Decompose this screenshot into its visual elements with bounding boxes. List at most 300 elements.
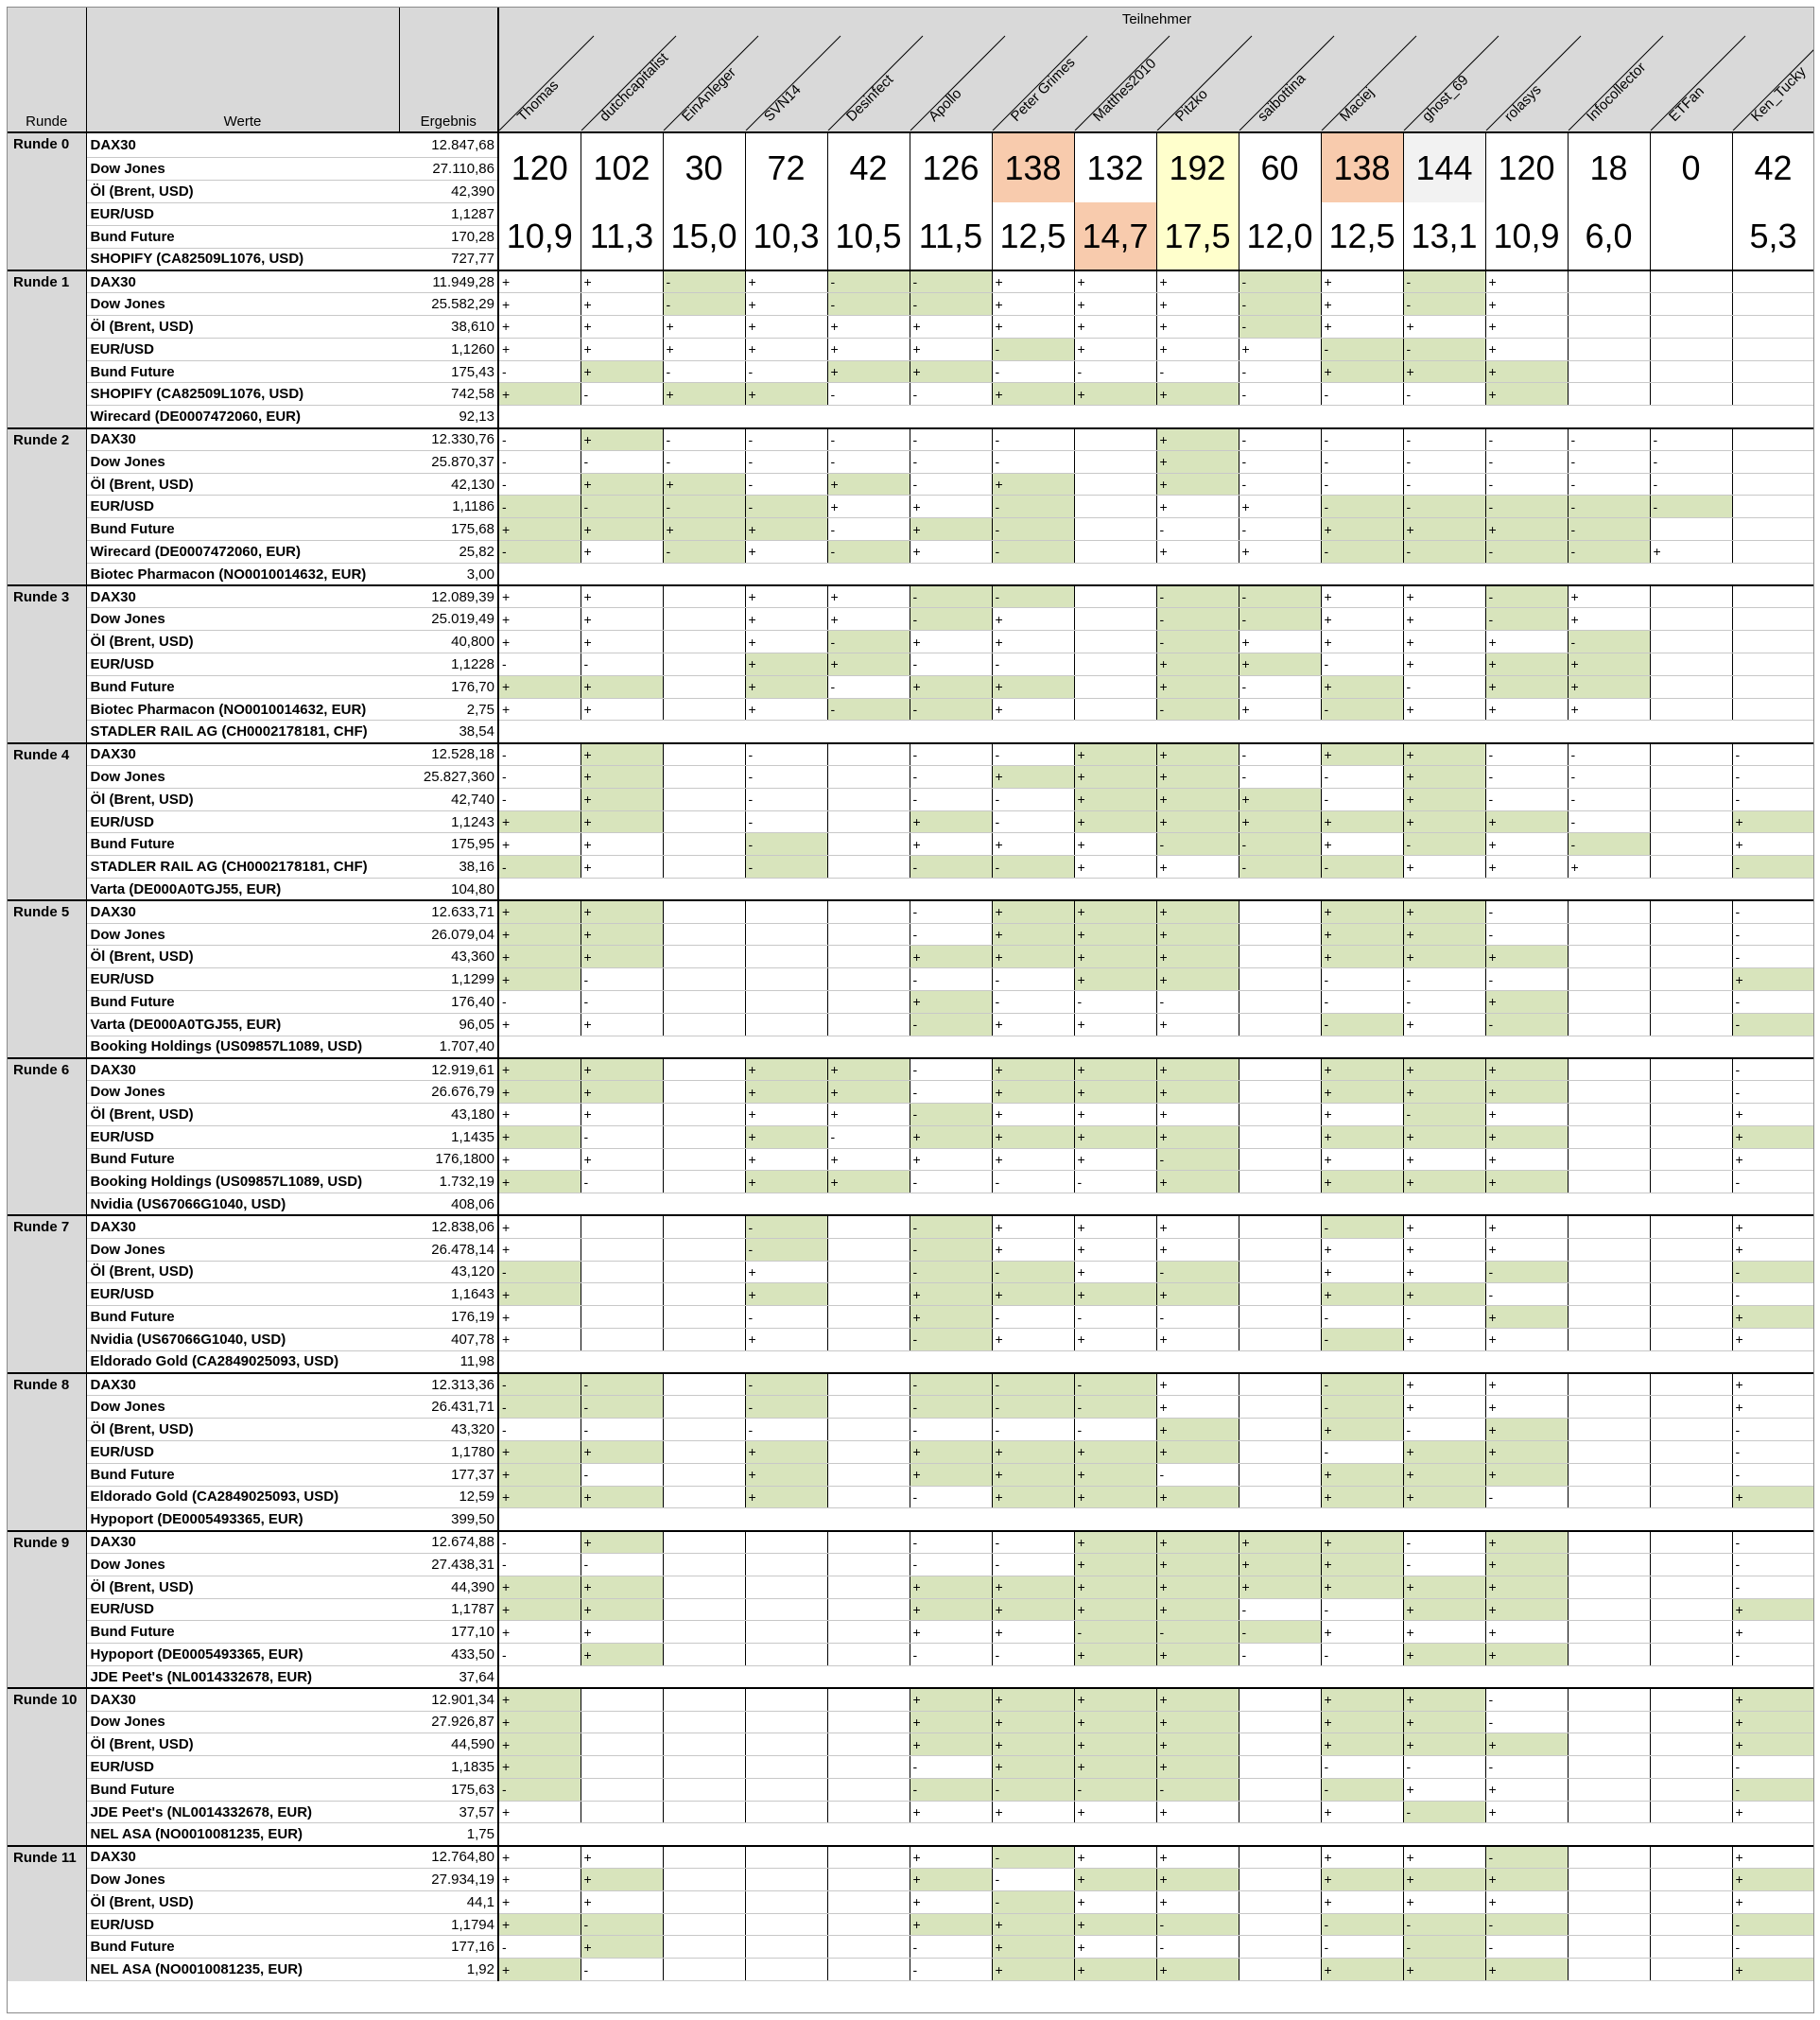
value-name: Bund Future [86, 1936, 399, 1959]
prediction-cell: - [1239, 1598, 1321, 1621]
prediction-cell: + [1156, 1688, 1239, 1711]
result-value: 26.079,04 [399, 923, 498, 946]
value-name: Dow Jones [86, 608, 399, 631]
participant-points: 120 [1485, 132, 1568, 202]
prediction-cell: + [498, 900, 581, 923]
prediction-cell: + [1485, 1869, 1568, 1891]
participant-name: ETFan [1665, 82, 1707, 125]
prediction-cell: + [581, 923, 663, 946]
prediction-cell: - [1403, 991, 1485, 1014]
result-value: 27.110,86 [399, 157, 498, 180]
result-value: 44,1 [399, 1890, 498, 1913]
prediction-cell: + [1403, 360, 1485, 383]
prediction-cell: + [1485, 946, 1568, 968]
prediction-cell [663, 653, 745, 676]
result-value: 1,1435 [399, 1125, 498, 1148]
prediction-cell: + [581, 900, 663, 923]
prediction-cell: + [1485, 1463, 1568, 1486]
prediction-cell: - [745, 1373, 827, 1396]
prediction-cell: + [1485, 1553, 1568, 1576]
prediction-cell: + [910, 946, 992, 968]
prediction-cell: - [1239, 856, 1321, 879]
prediction-cell: + [745, 1058, 827, 1081]
prediction-cell [1568, 1463, 1650, 1486]
table-row [8, 900, 1814, 923]
prediction-cell: + [581, 675, 663, 698]
participant-average: 10,5 [827, 202, 910, 270]
prediction-cell: - [1568, 788, 1650, 810]
value-name: NEL ASA (NO0010081235, EUR) [86, 1823, 399, 1846]
participant-name: Matthes2010 [1089, 55, 1160, 125]
prediction-cell [1239, 1733, 1321, 1756]
prediction-cell: + [1403, 1644, 1485, 1666]
prediction-cell: + [498, 698, 581, 721]
results-table [8, 8, 1814, 1981]
prediction-cell: + [1074, 856, 1156, 879]
prediction-cell: + [1156, 968, 1239, 991]
header-runde [8, 8, 86, 132]
prediction-cell: - [910, 450, 992, 473]
prediction-cell: + [1403, 1869, 1485, 1891]
table-row [8, 338, 1814, 360]
participant-average: 12,0 [1239, 202, 1321, 270]
prediction-cell [663, 788, 745, 810]
prediction-cell: + [1074, 1125, 1156, 1148]
prediction-cell: + [1732, 1869, 1814, 1891]
prediction-cell [1239, 1688, 1321, 1711]
prediction-cell: - [1239, 743, 1321, 766]
prediction-cell: + [498, 1801, 581, 1823]
result-value: 1,92 [399, 1959, 498, 1981]
prediction-cell: + [1156, 1711, 1239, 1733]
prediction-cell: + [745, 1440, 827, 1463]
result-value: 1.707,40 [399, 1036, 498, 1058]
prediction-cell [1568, 1013, 1650, 1036]
prediction-cell: + [498, 316, 581, 339]
prediction-cell [663, 1688, 745, 1711]
table-row [8, 879, 1814, 901]
prediction-cell: - [1321, 698, 1403, 721]
empty-row-area [498, 1036, 1814, 1058]
prediction-cell: + [1156, 1125, 1239, 1148]
result-value: 175,68 [399, 518, 498, 541]
round-label: Runde 4 [8, 743, 86, 901]
prediction-cell [663, 856, 745, 879]
prediction-cell [581, 1801, 663, 1823]
prediction-cell [1650, 1733, 1732, 1756]
prediction-cell: + [992, 1081, 1074, 1104]
prediction-cell: - [1239, 766, 1321, 789]
value-name: EUR/USD [86, 1125, 399, 1148]
result-value: 42,390 [399, 180, 498, 202]
prediction-cell: - [910, 1396, 992, 1419]
prediction-cell [1568, 1238, 1650, 1261]
participant-divider-line [1733, 36, 1814, 131]
value-name: SHOPIFY (CA82509L1076, USD) [86, 383, 399, 406]
prediction-cell: + [581, 1440, 663, 1463]
result-value: 1,75 [399, 1823, 498, 1846]
participant-name: Thomas [513, 77, 563, 125]
prediction-cell [1650, 1306, 1732, 1329]
prediction-cell: + [745, 631, 827, 653]
prediction-cell: + [745, 518, 827, 541]
table-row [8, 406, 1814, 428]
participant-points: 72 [745, 132, 827, 202]
prediction-cell [1568, 1103, 1650, 1125]
table-row [8, 1125, 1814, 1148]
table-row [8, 810, 1814, 833]
result-value: 38,54 [399, 721, 498, 743]
prediction-cell: + [1321, 1688, 1403, 1711]
prediction-cell: + [1156, 473, 1239, 496]
prediction-cell [1650, 383, 1732, 406]
prediction-cell [581, 1306, 663, 1329]
prediction-cell: - [910, 900, 992, 923]
prediction-cell: - [910, 270, 992, 293]
prediction-cell: - [498, 1419, 581, 1441]
result-value: 43,360 [399, 946, 498, 968]
prediction-cell: - [1568, 810, 1650, 833]
prediction-cell: + [1321, 1621, 1403, 1644]
value-name: EUR/USD [86, 202, 399, 225]
prediction-cell [1239, 1306, 1321, 1329]
prediction-cell: - [1485, 450, 1568, 473]
prediction-cell [1568, 1553, 1650, 1576]
participant-points: 192 [1156, 132, 1239, 202]
prediction-cell [663, 1869, 745, 1891]
participant-average: 11,3 [581, 202, 663, 270]
prediction-cell [1239, 1283, 1321, 1306]
result-value: 1,1228 [399, 653, 498, 676]
prediction-cell: - [1485, 766, 1568, 789]
value-name: Dow Jones [86, 157, 399, 180]
prediction-cell: + [992, 1058, 1074, 1081]
prediction-cell [745, 1711, 827, 1733]
prediction-cell [827, 1531, 910, 1554]
prediction-cell: - [581, 1171, 663, 1193]
prediction-cell: + [1403, 518, 1485, 541]
prediction-cell: + [1074, 900, 1156, 923]
prediction-cell: - [1568, 766, 1650, 789]
prediction-cell: + [992, 1688, 1074, 1711]
prediction-cell: - [1403, 541, 1485, 564]
prediction-cell: - [1403, 428, 1485, 451]
prediction-cell: + [1485, 1328, 1568, 1350]
prediction-cell [1650, 1373, 1732, 1396]
table-row [8, 1508, 1814, 1531]
prediction-cell [663, 1644, 745, 1666]
value-name: Dow Jones [86, 1238, 399, 1261]
prediction-cell [827, 1440, 910, 1463]
result-value: 12.313,36 [399, 1373, 498, 1396]
prediction-cell: + [498, 1890, 581, 1913]
table-row [8, 1665, 1814, 1688]
prediction-cell: - [910, 923, 992, 946]
result-value: 25.870,37 [399, 450, 498, 473]
prediction-cell [663, 1846, 745, 1869]
prediction-cell: - [1485, 1913, 1568, 1936]
werte-header-label: Werte [223, 113, 262, 130]
prediction-cell: + [1485, 1778, 1568, 1801]
prediction-cell [663, 675, 745, 698]
prediction-cell: + [581, 1103, 663, 1125]
table-row [8, 1801, 1814, 1823]
prediction-cell [663, 1328, 745, 1350]
result-value: 175,43 [399, 360, 498, 383]
prediction-cell: + [581, 360, 663, 383]
prediction-cell: + [581, 1148, 663, 1171]
prediction-cell: - [992, 968, 1074, 991]
result-value: 1,1780 [399, 1440, 498, 1463]
prediction-cell [663, 631, 745, 653]
result-value: 44,590 [399, 1733, 498, 1756]
prediction-cell: + [1485, 1058, 1568, 1081]
prediction-cell: - [1074, 1171, 1156, 1193]
table-row [8, 1688, 1814, 1711]
prediction-cell [1732, 631, 1814, 653]
prediction-cell [827, 1373, 910, 1396]
prediction-cell: - [992, 991, 1074, 1014]
prediction-cell: + [1321, 743, 1403, 766]
table-row [8, 1553, 1814, 1576]
participant-average: 12,5 [1321, 202, 1403, 270]
prediction-cell [1650, 900, 1732, 923]
prediction-cell [1074, 675, 1156, 698]
value-name: Öl (Brent, USD) [86, 1261, 399, 1283]
prediction-cell: - [745, 856, 827, 879]
prediction-cell [663, 1306, 745, 1329]
prediction-cell: - [910, 1261, 992, 1283]
prediction-cell: - [1156, 1148, 1239, 1171]
prediction-cell [1074, 450, 1156, 473]
value-name: JDE Peet's (NL0014332678, EUR) [86, 1801, 399, 1823]
prediction-cell: + [1321, 316, 1403, 339]
round-label: Runde 2 [8, 428, 86, 586]
prediction-cell: - [1074, 1373, 1156, 1396]
prediction-cell [827, 1553, 910, 1576]
prediction-cell: + [581, 1576, 663, 1598]
result-value: 12.089,39 [399, 585, 498, 608]
prediction-cell [663, 900, 745, 923]
prediction-cell [1650, 338, 1732, 360]
value-name: Bund Future [86, 1148, 399, 1171]
prediction-cell: - [1239, 428, 1321, 451]
prediction-cell: + [498, 1576, 581, 1598]
prediction-cell [827, 1846, 910, 1869]
value-name: DAX30 [86, 1215, 399, 1238]
prediction-cell: + [1485, 1215, 1568, 1238]
prediction-cell [1650, 1103, 1732, 1125]
prediction-cell [663, 968, 745, 991]
prediction-cell [1568, 316, 1650, 339]
prediction-cell: - [827, 541, 910, 564]
prediction-cell [1568, 1419, 1650, 1441]
prediction-cell: - [663, 450, 745, 473]
prediction-cell: - [910, 856, 992, 879]
result-value: 407,78 [399, 1328, 498, 1350]
prediction-cell: + [1403, 1171, 1485, 1193]
prediction-cell: - [910, 1373, 992, 1396]
prediction-cell [1650, 1913, 1732, 1936]
result-value: 12.919,61 [399, 1058, 498, 1081]
prediction-cell [1732, 383, 1814, 406]
prediction-cell: + [1156, 1058, 1239, 1081]
prediction-cell: - [1239, 585, 1321, 608]
prediction-cell: - [1568, 496, 1650, 518]
prediction-cell [1568, 1598, 1650, 1621]
prediction-cell: - [992, 1846, 1074, 1869]
prediction-cell [1239, 1058, 1321, 1081]
result-value: 1,1643 [399, 1283, 498, 1306]
empty-row-area [498, 1823, 1814, 1846]
result-value: 433,50 [399, 1644, 498, 1666]
prediction-cell: + [1403, 743, 1485, 766]
prediction-cell: + [992, 1328, 1074, 1350]
prediction-cell [827, 810, 910, 833]
table-row [8, 1148, 1814, 1171]
table-row [8, 1058, 1814, 1081]
value-name: DAX30 [86, 428, 399, 451]
prediction-cell: - [1403, 1756, 1485, 1779]
table-row [8, 1238, 1814, 1261]
result-value: 26.676,79 [399, 1081, 498, 1104]
prediction-cell: + [992, 675, 1074, 698]
value-name: Öl (Brent, USD) [86, 946, 399, 968]
prediction-cell: + [1321, 608, 1403, 631]
prediction-cell: - [1321, 1598, 1403, 1621]
prediction-cell [1239, 1238, 1321, 1261]
prediction-cell [1568, 1913, 1650, 1936]
prediction-cell: + [1156, 1215, 1239, 1238]
prediction-cell: + [1403, 631, 1485, 653]
participant-divider-line [1651, 36, 1745, 131]
prediction-cell: + [1732, 1959, 1814, 1981]
prediction-cell: + [498, 1463, 581, 1486]
prediction-cell: + [1732, 1688, 1814, 1711]
prediction-cell [1568, 1936, 1650, 1959]
participant-name: Infocollector [1583, 59, 1650, 125]
prediction-cell [1239, 1869, 1321, 1891]
prediction-cell: - [1485, 608, 1568, 631]
prediction-cell [1650, 270, 1732, 293]
prediction-cell: + [1403, 1125, 1485, 1148]
prediction-cell [827, 1576, 910, 1598]
prediction-cell [1650, 856, 1732, 879]
prediction-cell: - [498, 1261, 581, 1283]
prediction-cell: + [1156, 1283, 1239, 1306]
prediction-cell: - [910, 1215, 992, 1238]
value-name: EUR/USD [86, 496, 399, 518]
prediction-cell: - [498, 450, 581, 473]
prediction-cell: + [663, 316, 745, 339]
prediction-cell: + [1074, 1215, 1156, 1238]
prediction-cell [1650, 1058, 1732, 1081]
prediction-cell [745, 900, 827, 923]
value-name: STADLER RAIL AG (CH0002178181, CHF) [86, 856, 399, 879]
prediction-cell: - [992, 541, 1074, 564]
prediction-cell: - [910, 1486, 992, 1508]
prediction-cell: + [1156, 1396, 1239, 1419]
prediction-cell: - [1403, 293, 1485, 316]
prediction-cell: + [581, 766, 663, 789]
prediction-cell [1239, 1396, 1321, 1419]
result-value: 175,63 [399, 1778, 498, 1801]
prediction-cell [1650, 946, 1732, 968]
prediction-cell: - [1650, 450, 1732, 473]
prediction-cell: + [498, 338, 581, 360]
prediction-cell [1568, 1576, 1650, 1598]
prediction-cell: + [498, 1959, 581, 1981]
participant-name: Desinfect [842, 71, 897, 125]
prediction-cell: + [1485, 675, 1568, 698]
prediction-cell [745, 1013, 827, 1036]
prediction-cell: + [910, 1306, 992, 1329]
result-value: 104,80 [399, 879, 498, 901]
prediction-cell: - [1156, 631, 1239, 653]
prediction-cell: + [745, 1125, 827, 1148]
prediction-cell: + [498, 1103, 581, 1125]
prediction-cell [663, 1486, 745, 1508]
prediction-cell [663, 1419, 745, 1441]
prediction-cell [827, 1688, 910, 1711]
prediction-cell: + [498, 270, 581, 293]
prediction-cell: + [1074, 1869, 1156, 1891]
prediction-cell: + [827, 316, 910, 339]
prediction-cell: - [910, 473, 992, 496]
prediction-cell: - [910, 1936, 992, 1959]
prediction-cell: + [992, 1463, 1074, 1486]
prediction-cell [663, 1215, 745, 1238]
value-name: DAX30 [86, 743, 399, 766]
participant-average: 12,5 [992, 202, 1074, 270]
prediction-cell: - [992, 1306, 1074, 1329]
prediction-cell: - [1403, 833, 1485, 856]
prediction-cell: - [1403, 1103, 1485, 1125]
prediction-cell: + [1321, 1846, 1403, 1869]
prediction-cell: + [1403, 1733, 1485, 1756]
prediction-cell: + [1403, 1440, 1485, 1463]
prediction-cell [1732, 496, 1814, 518]
prediction-cell: + [498, 1711, 581, 1733]
prediction-cell: + [581, 1644, 663, 1666]
prediction-cell [1650, 1846, 1732, 1869]
prediction-cell: + [992, 1913, 1074, 1936]
prediction-cell: - [581, 1959, 663, 1981]
prediction-cell: - [827, 428, 910, 451]
participant-divider-line [1322, 36, 1416, 131]
prediction-cell: + [1485, 1598, 1568, 1621]
prediction-cell: + [1403, 1778, 1485, 1801]
participant-points: 126 [910, 132, 992, 202]
table-row [8, 1531, 1814, 1554]
prediction-cell: + [1074, 810, 1156, 833]
prediction-cell [1732, 675, 1814, 698]
prediction-cell: + [1403, 1688, 1485, 1711]
value-name: SHOPIFY (CA82509L1076, USD) [86, 248, 399, 270]
prediction-cell: - [1321, 1644, 1403, 1666]
prediction-cell: + [992, 1125, 1074, 1148]
prediction-cell: + [1485, 1644, 1568, 1666]
prediction-cell: - [1732, 1440, 1814, 1463]
result-value: 96,05 [399, 1013, 498, 1036]
prediction-cell: + [745, 338, 827, 360]
result-value: 25.019,49 [399, 608, 498, 631]
prediction-cell [827, 1328, 910, 1350]
prediction-cell: - [1732, 1644, 1814, 1666]
prediction-cell: - [745, 766, 827, 789]
prediction-cell: - [1321, 991, 1403, 1014]
table-row [8, 675, 1814, 698]
